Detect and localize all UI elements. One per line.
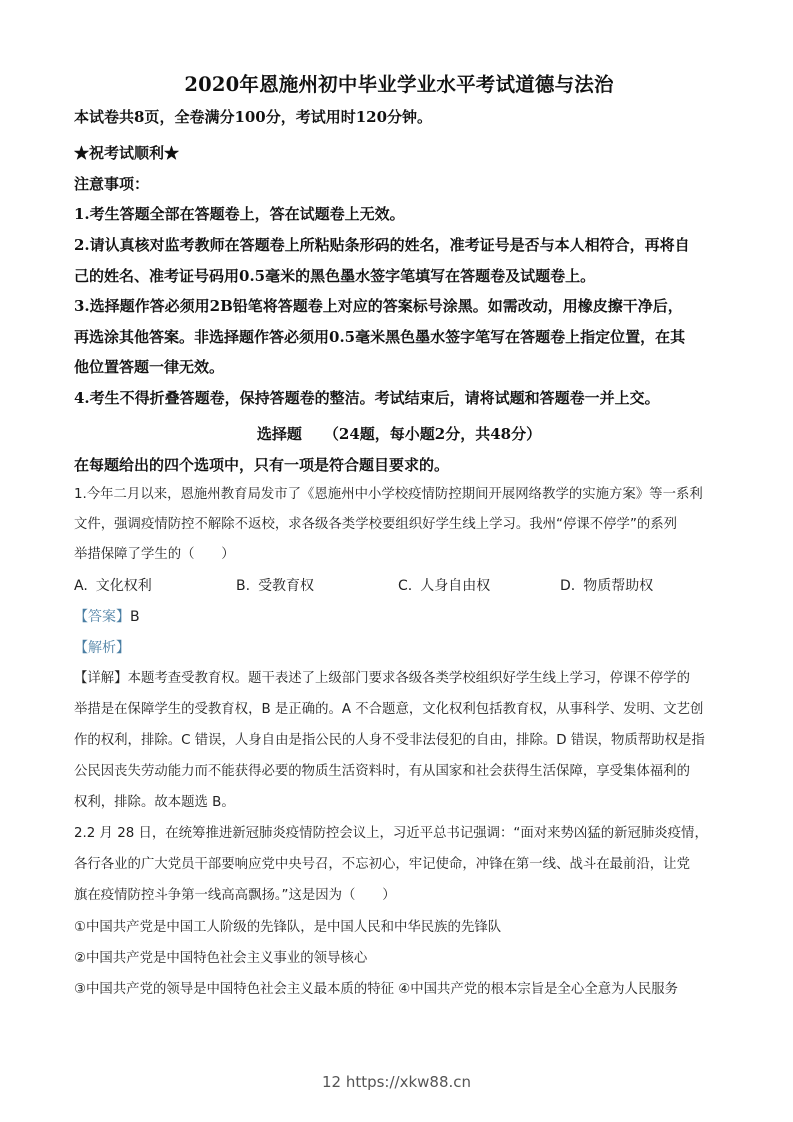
option-c: C. 人身自由权 xyxy=(398,578,491,594)
analysis-line xyxy=(74,638,130,658)
question-stem-line: 1.今年二月以来，恩施州教育局发市了《恩施州中小学校疫情防控期间开展网络教学的实施方案》等一系利 xyxy=(74,487,703,502)
question-stem-line: 旗在疫情防控斗争第一线高高飘扬。”这是因为（ ） xyxy=(74,888,396,903)
question-stem-line: 2.2 月 28 日，在统筹推进新冠肺炎疫情防控会议上，习近平总书记强调：“面对来势凶猛的新冠肺炎疫情， xyxy=(74,826,708,841)
exam-intro: 本试卷共8页，全卷满分100分，考试用时120分钟。 xyxy=(74,108,433,126)
detail-line: 公民因丧失劳动能力而不能获得必要的物质生活资料时，有从国家和社会获得生活保障，享受集体福利的 xyxy=(74,764,690,779)
notice-item: 再选涂其他答案。非选择题作答必须用0.5毫米黑色墨水签字笔写在答题卷上指定位置，在其 xyxy=(74,328,686,346)
detail-line: 权利，排除。故本题选 B。 xyxy=(74,795,235,810)
answer-label: 【答案】 xyxy=(74,609,130,625)
option-d: D. 物质帮助权 xyxy=(560,578,654,594)
section-instruction: 在每题给出的四个选项中，只有一项是符合题目要求的。 xyxy=(74,456,450,474)
question-stem-line: 举措保障了学生的（ ） xyxy=(74,547,235,562)
notice-item: 3.选择题作答必须用2B铅笔将答题卷上对应的答案标号涂黑。如需改动，用橡皮擦干净后， xyxy=(74,297,683,315)
detail-label: 【详解】 xyxy=(74,671,128,686)
section-name: 选择题 xyxy=(256,425,302,443)
answer-line xyxy=(74,607,140,627)
option-b: B. 受教育权 xyxy=(236,578,315,594)
statement-item: ②中国共产党是中国特色社会主义事业的领导核心 xyxy=(74,951,368,966)
notice-item: 他位置答题一律无效。 xyxy=(74,358,225,376)
page-footer: 12 https://xkw88.cn xyxy=(321,1073,472,1091)
question-stem-line: 文件，强调疫情防控不解除不返校，求各级各类学校要组织好学生线上学习。我州“停课不停学”的系列 xyxy=(74,517,678,532)
statement-item: ③中国共产党的领导是中国特色社会主义最本质的特征 ④中国共产党的根本宗旨是全心全意为人民服务 xyxy=(74,982,679,997)
notice-item: 己的姓名、准考证号码用0.5毫米的黑色墨水签字笔填写在答题卷及试题卷上。 xyxy=(74,267,596,285)
detail-line: 作的权利，排除。C 错误，人身自由是指公民的人身不受非法侵犯的自由，排除。D 错误，物质帮助权是指 xyxy=(74,733,705,748)
notice-item: 2.请认真核对监考教师在答题卷上所粘贴条形码的姓名，准考证号是否与本人相符合，再将自 xyxy=(74,236,690,254)
statement-item: ①中国共产党是中国工人阶级的先锋队，是中国人民和中华民族的先锋队 xyxy=(74,920,502,935)
notice-item: 4.考生不得折叠答题卷，保持答题卷的整洁。考试结束后，请将试题和答题卷一并上交。 xyxy=(74,389,660,407)
section-header xyxy=(74,424,724,444)
good-luck-line: ★祝考试顺利★ xyxy=(74,144,180,162)
question-stem-line: 各行各业的广大党员干部要响应党中央号召，不忘初心，牢记使命，冲锋在第一线、战斗在最前沿，让党 xyxy=(74,857,690,872)
option-a: A. 文化权利 xyxy=(74,578,152,594)
exam-title: 2020年恩施州初中毕业学业水平考试道德与法治 xyxy=(184,73,614,96)
detail-line: 【详解】本题考查受教育权。题干表述了上级部门要求各级各类学校组织好学生线上学习，停课不停学的 xyxy=(74,671,690,686)
detail-line: 举措是在保障学生的受教育权，B 是正确的。A 不合题意，文化权利包括教育权，从事科学、发明、文艺创 xyxy=(74,702,704,717)
analysis-label: 【解析】 xyxy=(74,640,130,656)
notice-item: 1.考生答题全部在答题卷上，答在试题卷上无效。 xyxy=(74,205,405,223)
section-detail: （24题，每小题2分，共48分） xyxy=(323,425,542,443)
answer-value: B xyxy=(130,609,140,625)
notice-heading: 注意事项： xyxy=(74,175,150,193)
